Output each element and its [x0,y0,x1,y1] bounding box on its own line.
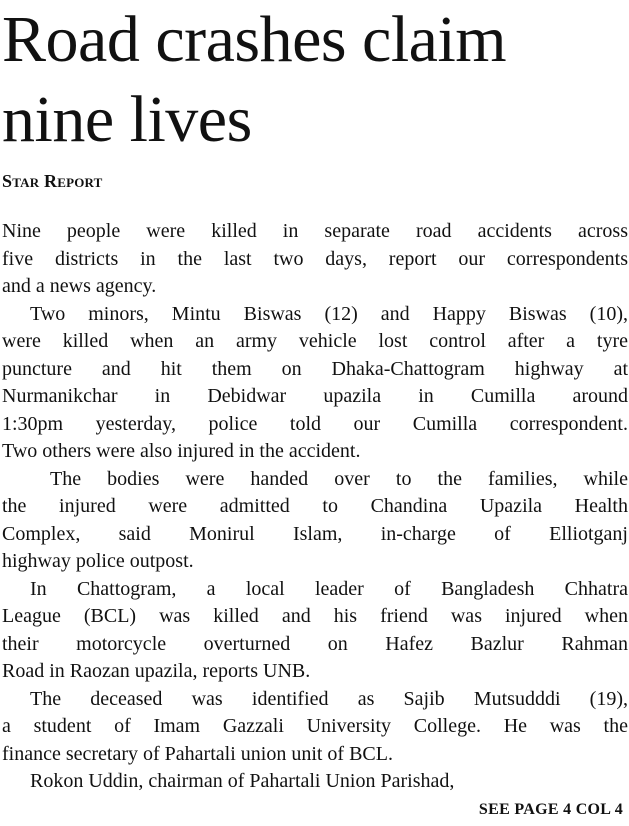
continuation-jump: SEE PAGE 4 COL 4 [478,801,623,818]
body-line: Complex, said Monirul Islam, in-charge of Elliotganj [2,522,628,545]
body-line: The bodies were handed over to the families, while [50,467,628,490]
body-line: highway police outpost. [2,550,194,572]
body-line: a student of Imam Gazzali University College. He was the [2,715,628,737]
article-body [2,218,628,796]
body-line: and a news agency. [2,275,157,297]
byline: Star Report [2,171,103,191]
headline [0,0,629,160]
body-line: Two minors, Mintu Biswas (12) and Happy Biswas (10), [30,302,628,325]
headline-line-2: nine lives [2,83,252,156]
body-line: puncture and hit them on Dhaka-Chattogram highway at [2,357,628,380]
body-line: their motorcycle overturned on Hafez Bazlur Rahman [2,632,628,655]
body-line: five districts in the last two days, report our correspondents [2,247,628,270]
body-line: Road in Raozan upazila, reports UNB. [2,660,311,682]
body-line: Rokon Uddin, chairman of Pahartali Union Parishad, [30,770,455,792]
body-line: finance secretary of Pahartali union unit of BCL. [2,742,393,765]
body-line: were killed when an army vehicle lost control after a tyre [2,330,628,352]
body-line: the injured were admitted to Chandina Upazila Health [2,495,628,517]
body-line: 1:30pm yesterday, police told our Cumilla correspondent. [2,412,628,435]
body-line: Two others were also injured in the accident. [2,440,361,462]
body-line: In Chattogram, a local leader of Bangladesh Chhatra [30,577,628,600]
body-line: Nine people were killed in separate road accidents across [2,220,628,242]
headline-line-1: Road crashes claim [2,3,507,76]
body-line: Nurmanikchar in Debidwar upazila in Cumilla around [2,385,628,407]
body-line: League (BCL) was killed and his friend was injured when [2,605,628,627]
body-line: The deceased was identified as Sajib Mutsudddi (19), [30,687,628,710]
